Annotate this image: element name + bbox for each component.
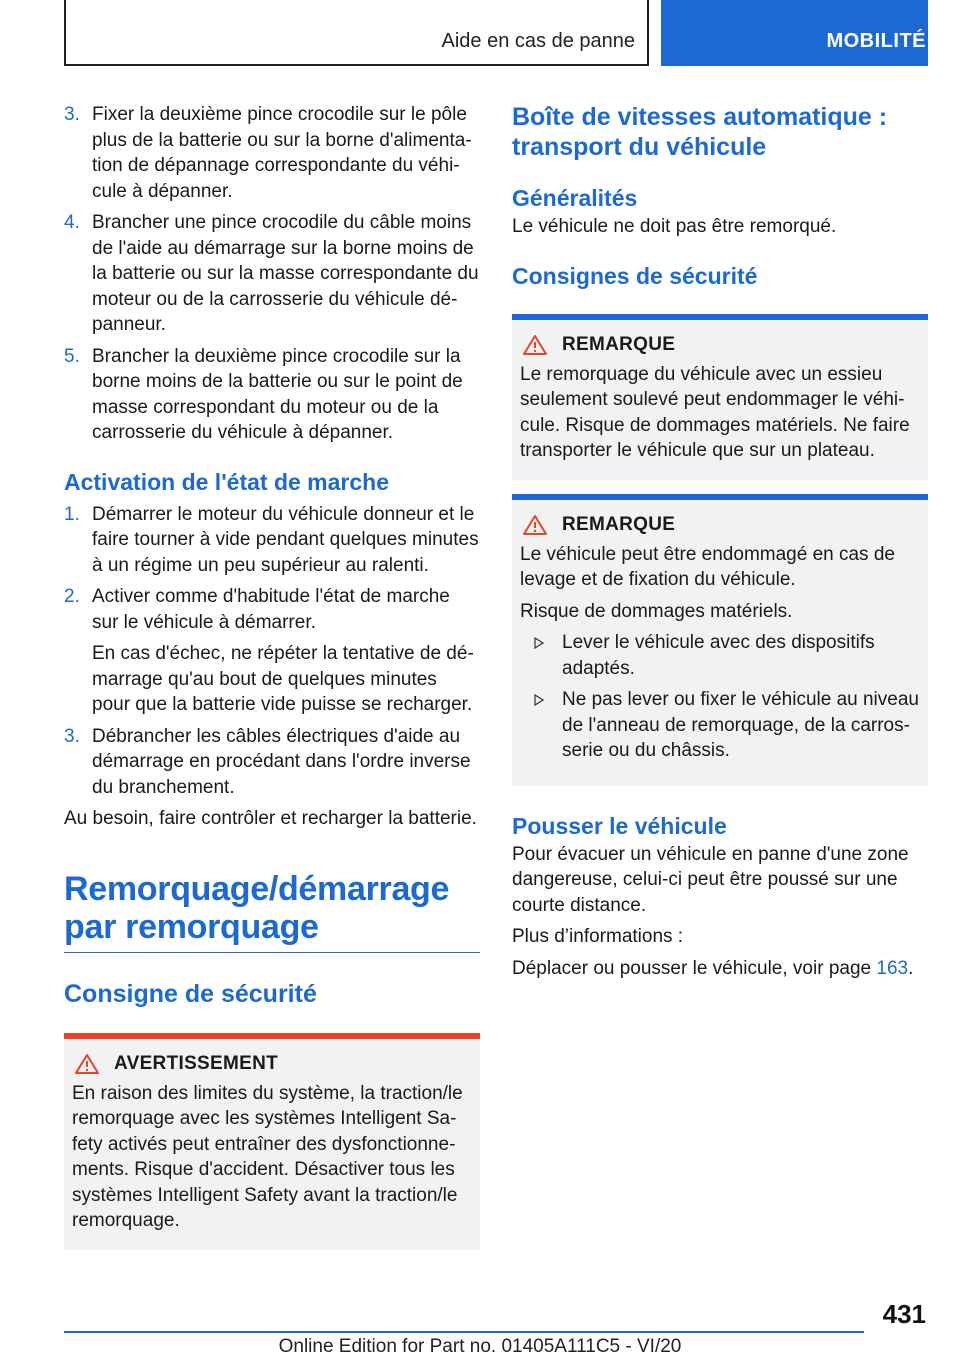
note-text: Risque de dommages matériels. xyxy=(520,600,793,622)
main-heading: Remorquage/démarrage par remorquage xyxy=(64,869,450,946)
note-text: Le véhicule peut être endommagé en cas de levage et de fixation du véhicule. xyxy=(520,543,895,590)
step-number: 2. xyxy=(64,586,80,607)
note-title-row xyxy=(520,514,920,536)
right-column xyxy=(512,102,928,981)
safety-heading: Consigne de sécurité xyxy=(64,979,317,1008)
activation-steps xyxy=(64,502,480,801)
note-box-2 xyxy=(512,494,928,786)
list-item xyxy=(64,344,480,446)
push-heading: Pousser le véhicule xyxy=(512,812,727,839)
list-item xyxy=(520,687,920,764)
bullet-text: Lever le véhicule avec des dispositifs adaptés. xyxy=(562,632,875,679)
list-item xyxy=(64,584,480,718)
step-text: En cas d'échec, ne répéter la tentative de démarrage qu'au bout de quelques minutes pour que la batterie vide puisse se recharger. xyxy=(92,643,474,715)
activation-heading: Activation de l'état de marche xyxy=(64,468,390,495)
step-number: 1. xyxy=(64,503,80,525)
step-text: Débrancher les câbles électriques d'aide au démarrage en procédant dans l'ordre inverse du branchement. xyxy=(92,725,471,798)
footer-text: Online Edition for Part no. 01405A111C5 - VI/20 xyxy=(278,1336,682,1357)
warning-title: AVERTISSEMENT xyxy=(114,1052,279,1074)
note-box-1 xyxy=(512,314,928,480)
general-text: Le véhicule ne doit pas être remorqué. xyxy=(512,216,837,237)
list-item xyxy=(64,502,480,579)
list-item xyxy=(64,102,480,204)
warning-title-row xyxy=(72,1053,472,1075)
page-reference xyxy=(512,956,928,982)
note-bullets xyxy=(520,630,920,764)
step-text: Fixer la deuxième pince crocodile sur le pôle plus de la batterie ou sur la borne d'alimentation de dépannage correspondante du véhicule à dépanner. xyxy=(92,104,472,202)
header-chapter-title: MOBILITÉ xyxy=(826,30,926,52)
battery-note: Au besoin, faire contrôler et recharger la batterie. xyxy=(64,808,477,829)
note-title: REMARQUE xyxy=(562,513,676,535)
page-number: 431 xyxy=(882,1299,926,1329)
note-title-row xyxy=(520,334,920,356)
general-heading: Généralités xyxy=(512,185,638,211)
transport-heading: Boîte de vitesses automatique : transport du véhicule xyxy=(512,103,888,161)
step-number: 4. xyxy=(64,212,80,233)
left-column xyxy=(64,102,480,1250)
triangle-bullet-icon xyxy=(534,694,544,706)
reference-end: . xyxy=(908,957,914,979)
note-title: REMARQUE xyxy=(562,333,676,355)
page-header xyxy=(64,0,928,66)
reference-text: Déplacer ou pousser le véhicule, voir page xyxy=(512,957,877,979)
triangle-bullet-icon xyxy=(534,637,544,649)
header-chapter-tab xyxy=(661,0,928,66)
warning-triangle-icon xyxy=(74,1053,100,1075)
jump-start-steps xyxy=(64,102,480,446)
step-text: Brancher une pince crocodile du câble moins de l'aide au démarrage sur la borne moins de la batterie ou sur la masse correspondante du moteur ou de la carrosserie du véhicule dépanneur. xyxy=(92,212,479,335)
step-number: 3. xyxy=(64,725,80,747)
step-text: Démarrer le moteur du véhicule donneur et le faire tourner à vide pendant quelques minutes à un régime un peu supérieur au ralenti. xyxy=(92,503,479,576)
step-number: 3. xyxy=(64,104,80,125)
footer-divider xyxy=(64,1331,864,1333)
main-heading-block xyxy=(64,870,480,953)
list-item xyxy=(64,210,480,338)
step-text: Activer comme d'habitude l'état de marche sur le véhicule à démarrer. xyxy=(92,586,450,633)
warning-box xyxy=(64,1033,480,1250)
header-section-title: Aide en cas de panne xyxy=(441,30,635,52)
list-item xyxy=(64,724,480,801)
step-text: Brancher la deuxième pince crocodile sur la borne moins de la batterie ou sur le point de masse correspondant du moteur ou de la carrosserie du véhicule à dépanner. xyxy=(92,345,463,443)
header-section-tab xyxy=(64,0,649,66)
list-item xyxy=(520,630,920,681)
warning-text: En raison des limites du système, la traction/le remorquage avec les systèmes Intelligent Safety activés peut entraîner des dysfonctionnements. Risque d'accident. Désactiver tous les systèmes Intelligent Safety avant la traction/le remorquage. xyxy=(72,1082,463,1231)
step-number: 5. xyxy=(64,345,80,367)
bullet-text: Ne pas lever ou fixer le véhicule au niveau de l'anneau de remorquage, de la carrosserie ou du châssis. xyxy=(562,689,919,761)
note-text: Le remorquage du véhicule avec un essieu seulement soulevé peut endommager le véhicule. Risque de dommages matériels. Ne faire transporter le véhicule que sur un plateau. xyxy=(520,363,910,461)
warning-triangle-icon xyxy=(522,334,548,356)
safety-instructions-heading: Consignes de sécurité xyxy=(512,262,758,289)
push-text: Pour évacuer un véhicule en panne d'une zone dangereuse, celui-ci peut être poussé sur une courte distance. xyxy=(512,843,909,916)
page-reference-link[interactable]: 163 xyxy=(876,957,909,979)
more-info-label: Plus d’informations : xyxy=(512,926,684,947)
warning-triangle-icon xyxy=(522,514,548,536)
